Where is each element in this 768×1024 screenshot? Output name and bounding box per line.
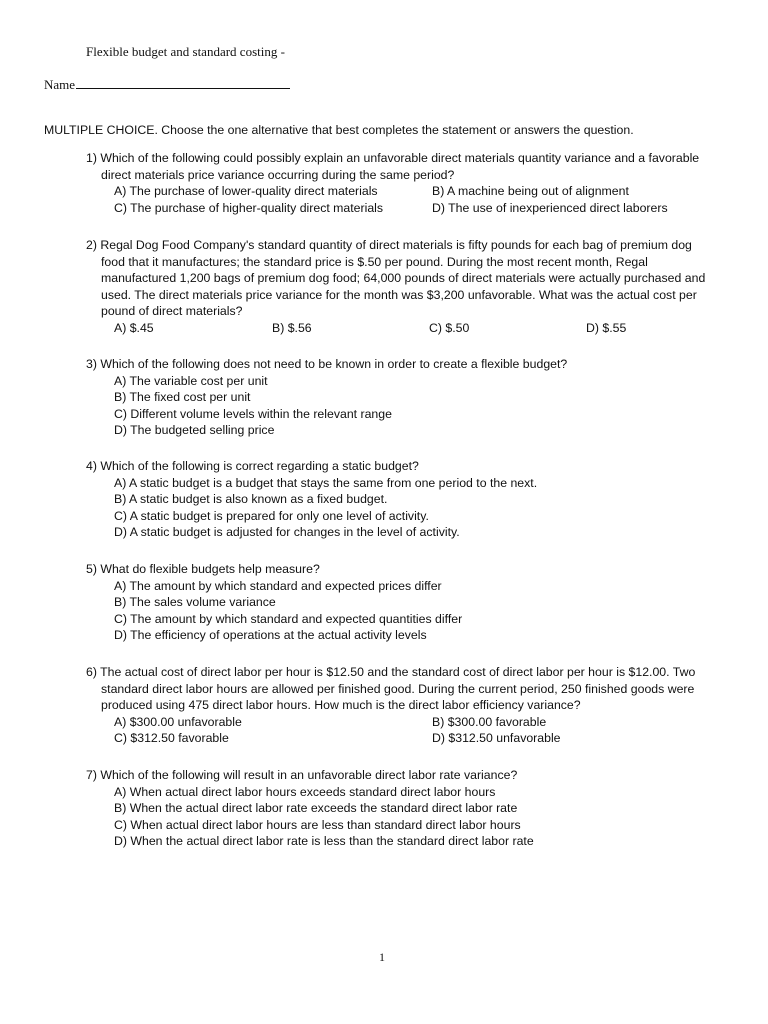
question-text: 4) Which of the following is correct regarding a static budget? — [86, 459, 419, 473]
answer-option-a: A) $.45 — [114, 320, 154, 335]
question-text: 2) Regal Dog Food Company's standard quantity of direct materials is fifty pounds for each bag of premium dog food that it manufactures; the standard price is $.50 per pound. During the most recent month, Regal manufactured 1,200 bags of premium dog food; 64,000 pounds of direct materials were actually purchased and used. The direct materials price variance for the month was $3,200 unfavorable. What was the actual cost per pound of direct materials? — [86, 238, 706, 318]
answer-option-b: B) A static budget is also known as a fixed budget. — [114, 492, 388, 506]
answer-option-d: D) When the actual direct labor rate is less than the standard direct labor rate — [114, 834, 534, 848]
question-2 — [86, 237, 718, 336]
answer-option-c: C) The amount by which standard and expected quantities differ — [114, 611, 463, 626]
question-7 — [86, 767, 718, 850]
answer-option-a: A) A static budget is a budget that stays the same from one period to the next. — [114, 475, 538, 490]
question-text: 1) Which of the following could possibly explain an unfavorable direct materials quantity variance and a favorable direct materials price variance occurring during the same period? — [86, 151, 700, 182]
page-number: 1 — [379, 950, 385, 964]
answer-option-a: A) $300.00 unfavorable — [114, 714, 242, 729]
question-text: 7) Which of the following will result in an unfavorable direct labor rate variance? — [86, 768, 518, 782]
answer-option-d: D) A static budget is adjusted for changes in the level of activity. — [114, 525, 460, 539]
answer-option-b: B) The sales volume variance — [114, 595, 276, 609]
answer-option-b: B) When the actual direct labor rate exceeds the standard direct labor rate — [114, 801, 518, 815]
answer-option-d: D) The budgeted selling price — [114, 423, 275, 437]
name-blank-line — [76, 76, 290, 89]
question-5 — [86, 561, 718, 644]
question-text: 3) Which of the following does not need to be known in order to create a flexible budget? — [86, 357, 568, 371]
answer-option-c: C) When actual direct labor hours are less than standard direct labor hours — [114, 817, 521, 832]
question-1 — [86, 150, 718, 216]
answer-option-d: D) $312.50 unfavorable — [432, 731, 561, 745]
document-title: Flexible budget and standard costing - — [86, 44, 285, 59]
answer-options — [114, 183, 718, 216]
answer-option-c: C) $312.50 favorable — [114, 731, 229, 745]
answer-option-a: A) When actual direct labor hours exceeds standard direct labor hours — [114, 784, 496, 799]
answer-options — [114, 578, 718, 644]
answer-option-d: D) $.55 — [586, 320, 627, 335]
question-4 — [86, 458, 718, 541]
answer-options — [114, 784, 718, 850]
name-field — [44, 76, 290, 93]
answer-option-c: C) The purchase of higher-quality direct materials — [114, 200, 384, 215]
answer-option-a: A) The variable cost per unit — [114, 373, 268, 388]
answer-option-b: B) $.56 — [272, 320, 312, 335]
answer-options — [114, 714, 718, 747]
question-text: 6) The actual cost of direct labor per hour is $12.50 and the standard cost of direct labor per hour is $12.00. Two standard direct labor hours are allowed per finished good. During the current period, 250 finished goods were produced using 475 direct labor hours. How much is the direct labor efficiency variance? — [86, 665, 696, 712]
answer-option-b: B) A machine being out of alignment — [432, 184, 629, 198]
answer-option-c: C) A static budget is prepared for only one level of activity. — [114, 508, 429, 523]
answer-option-b: B) The fixed cost per unit — [114, 390, 251, 404]
answer-options — [114, 475, 718, 541]
answer-option-a: A) The purchase of lower-quality direct materials — [114, 184, 378, 198]
question-text: 5) What do flexible budgets help measure? — [86, 562, 320, 576]
answer-options — [114, 320, 718, 337]
answer-option-d: D) The use of inexperienced direct laborers — [432, 200, 668, 215]
answer-option-b: B) $300.00 favorable — [432, 714, 547, 729]
question-3 — [86, 356, 718, 439]
question-6 — [86, 664, 718, 747]
answer-option-c: C) Different volume levels within the relevant range — [114, 406, 392, 421]
instructions: MULTIPLE CHOICE. Choose the one alternative that best completes the statement or answers the question. — [44, 123, 634, 137]
answer-options — [114, 373, 718, 439]
answer-option-a: A) The amount by which standard and expected prices differ — [114, 578, 442, 593]
answer-option-d: D) The efficiency of operations at the actual activity levels — [114, 628, 427, 642]
answer-option-c: C) $.50 — [429, 320, 470, 335]
name-label: Name — [44, 77, 76, 92]
